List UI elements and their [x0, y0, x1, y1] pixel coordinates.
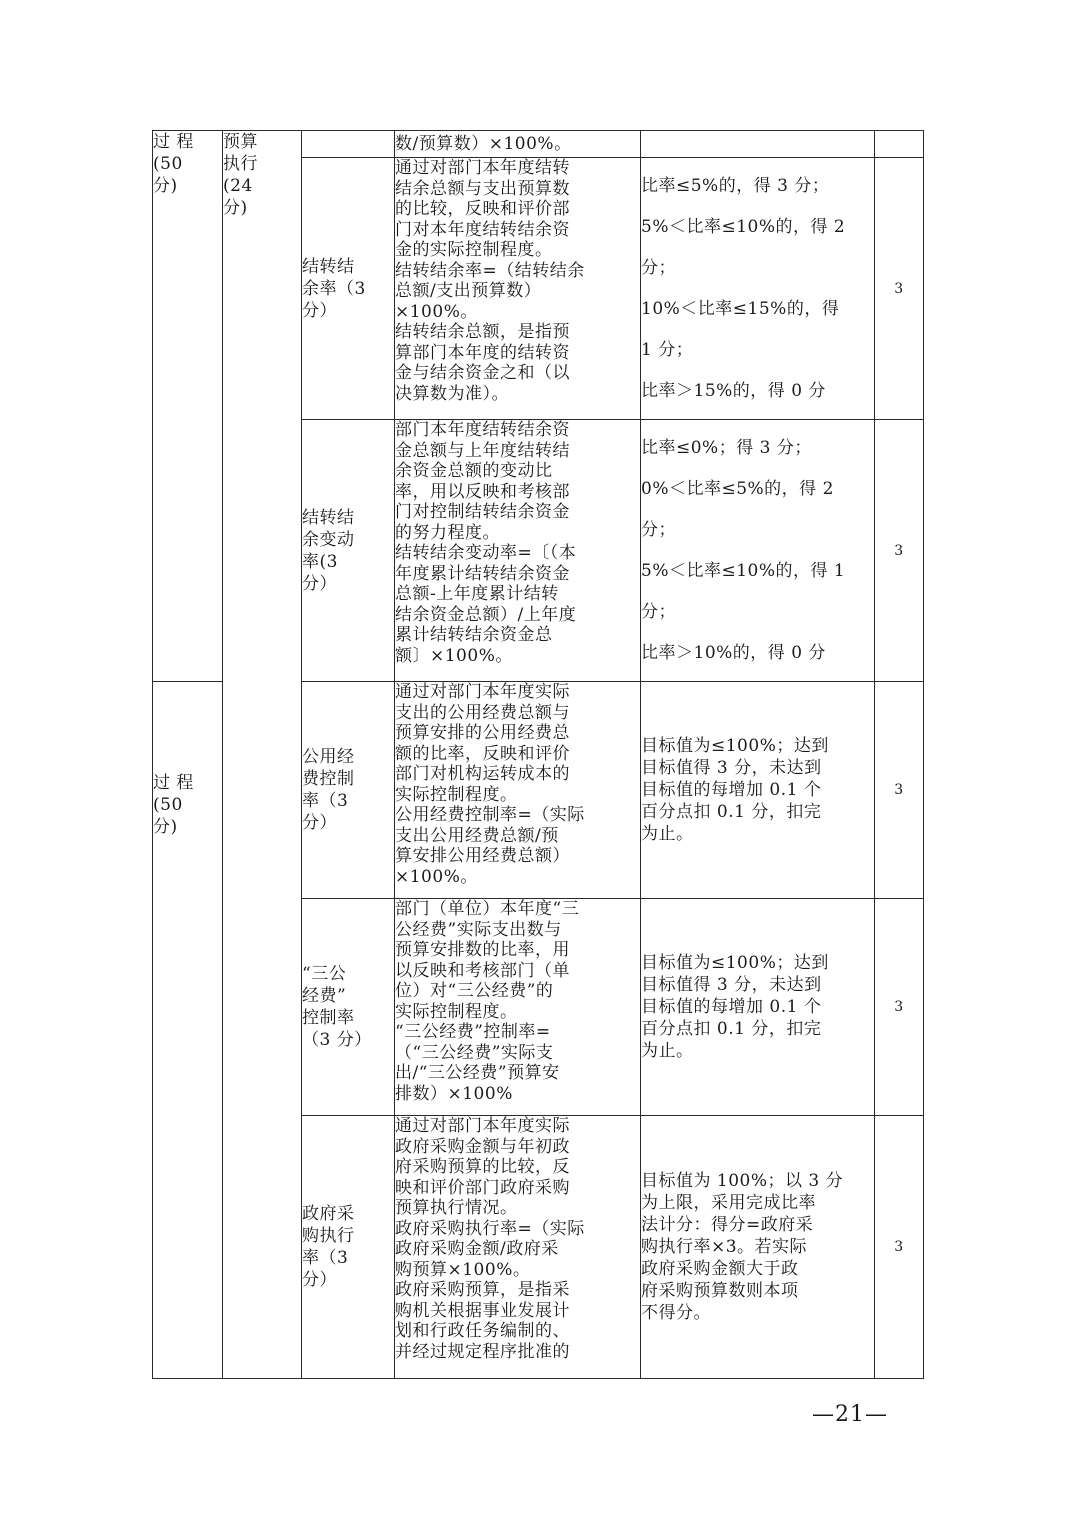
score-cell: 3 — [875, 899, 924, 1116]
page-number: —21— — [812, 1402, 888, 1427]
indicator-cell: 结转结 余率（3 分） — [302, 158, 395, 420]
score-cell: 3 — [875, 1116, 924, 1379]
criteria-cell: 目标值为≤100%；达到 目标值得 3 分，未达到 目标值的每增加 0.1 个 百分点扣 0.1 分，扣完 为止。 — [641, 682, 875, 899]
criteria-cell: 比率≤5%的，得 3 分； 5%＜比率≤10%的，得 2 分； 10%＜比率≤15%的，得 1 分； 比率＞15%的，得 0 分 — [641, 158, 875, 420]
description-cell: 部门（单位）本年度“三 公经费”实际支出数与 预算安排数的比率，用 以反映和考核部门（单 位）对“三公经费”的 实际控制程度。 “三公经费”控制率= （“三公经费”实际支 出/“三公经费”预算安 排数）×100% — [395, 899, 641, 1116]
description-cell: 通过对部门本年度结转 结余总额与支出预算数 的比较，反映和评价部 门对本年度结转结余资 金的实际控制程度。 结转结余率=（结转结余 总额/支出预算数） ×100%。 结转结余总额，是指预 算部门本年度的结转资 金与结余资金之和（以 决算数为准）。 — [395, 158, 641, 420]
category-cell: 过 程 (50 分) — [153, 131, 223, 682]
score-cell: 3 — [875, 682, 924, 899]
criteria-cell: 目标值为≤100%；达到 目标值得 3 分，未达到 目标值的每增加 0.1 个 百分点扣 0.1 分，扣完 为止。 — [641, 899, 875, 1116]
indicator-cell: “三公 经费” 控制率 （3 分） — [302, 899, 395, 1116]
score-cell: 3 — [875, 158, 924, 420]
score-cell — [875, 131, 924, 158]
criteria-cell: 比率≤0%；得 3 分； 0%＜比率≤5%的，得 2 分； 5%＜比率≤10%的，得 1 分； 比率＞10%的，得 0 分 — [641, 420, 875, 682]
description-cell: 数/预算数）×100%。 — [395, 131, 641, 158]
indicator-cell — [302, 131, 395, 158]
indicator-cell: 公用经 费控制 率（3 分） — [302, 682, 395, 899]
indicator-cell: 政府采 购执行 率（3 分） — [302, 1116, 395, 1379]
indicator-cell: 结转结 余变动 率(3 分） — [302, 420, 395, 682]
table-row — [153, 131, 924, 158]
description-cell: 通过对部门本年度实际 政府采购金额与年初政 府采购预算的比较，反 映和评价部门政府采购 预算执行情况。 政府采购执行率=（实际 政府采购金额/政府采 购预算×100%。 政府采购预算，是指采 购机关根据事业发展计 划和行政任务编制的、 并经过规定程序批准的 — [395, 1116, 641, 1379]
evaluation-table — [152, 130, 924, 1379]
score-cell: 3 — [875, 420, 924, 682]
criteria-cell: 目标值为 100%；以 3 分 为上限，采用完成比率 法计分：得分=政府采 购执行率×3。若实际 政府采购金额大于政 府采购预算数则本项 不得分。 — [641, 1116, 875, 1379]
description-cell: 通过对部门本年度实际 支出的公用经费总额与 预算安排的公用经费总 额的比率，反映和评价 部门对机构运转成本的 实际控制程度。 公用经费控制率=（实际 支出公用经费总额/预 算安排公用经费总额） ×100%。 — [395, 682, 641, 899]
criteria-cell — [641, 131, 875, 158]
description-cell: 部门本年度结转结余资 金总额与上年度结转结 余资金总额的变动比 率，用以反映和考核部 门对控制结转结余资金 的努力程度。 结转结余变动率=〔（本 年度累计结转结余资金 总额-上年度累计结转 结余资金总额）/上年度 累计结转结余资金总 额〕×100%。 — [395, 420, 641, 682]
subcategory-cell: 预算 执行 (24 分) — [223, 131, 302, 1379]
category-cell: 过 程 (50 分) — [153, 682, 223, 1379]
